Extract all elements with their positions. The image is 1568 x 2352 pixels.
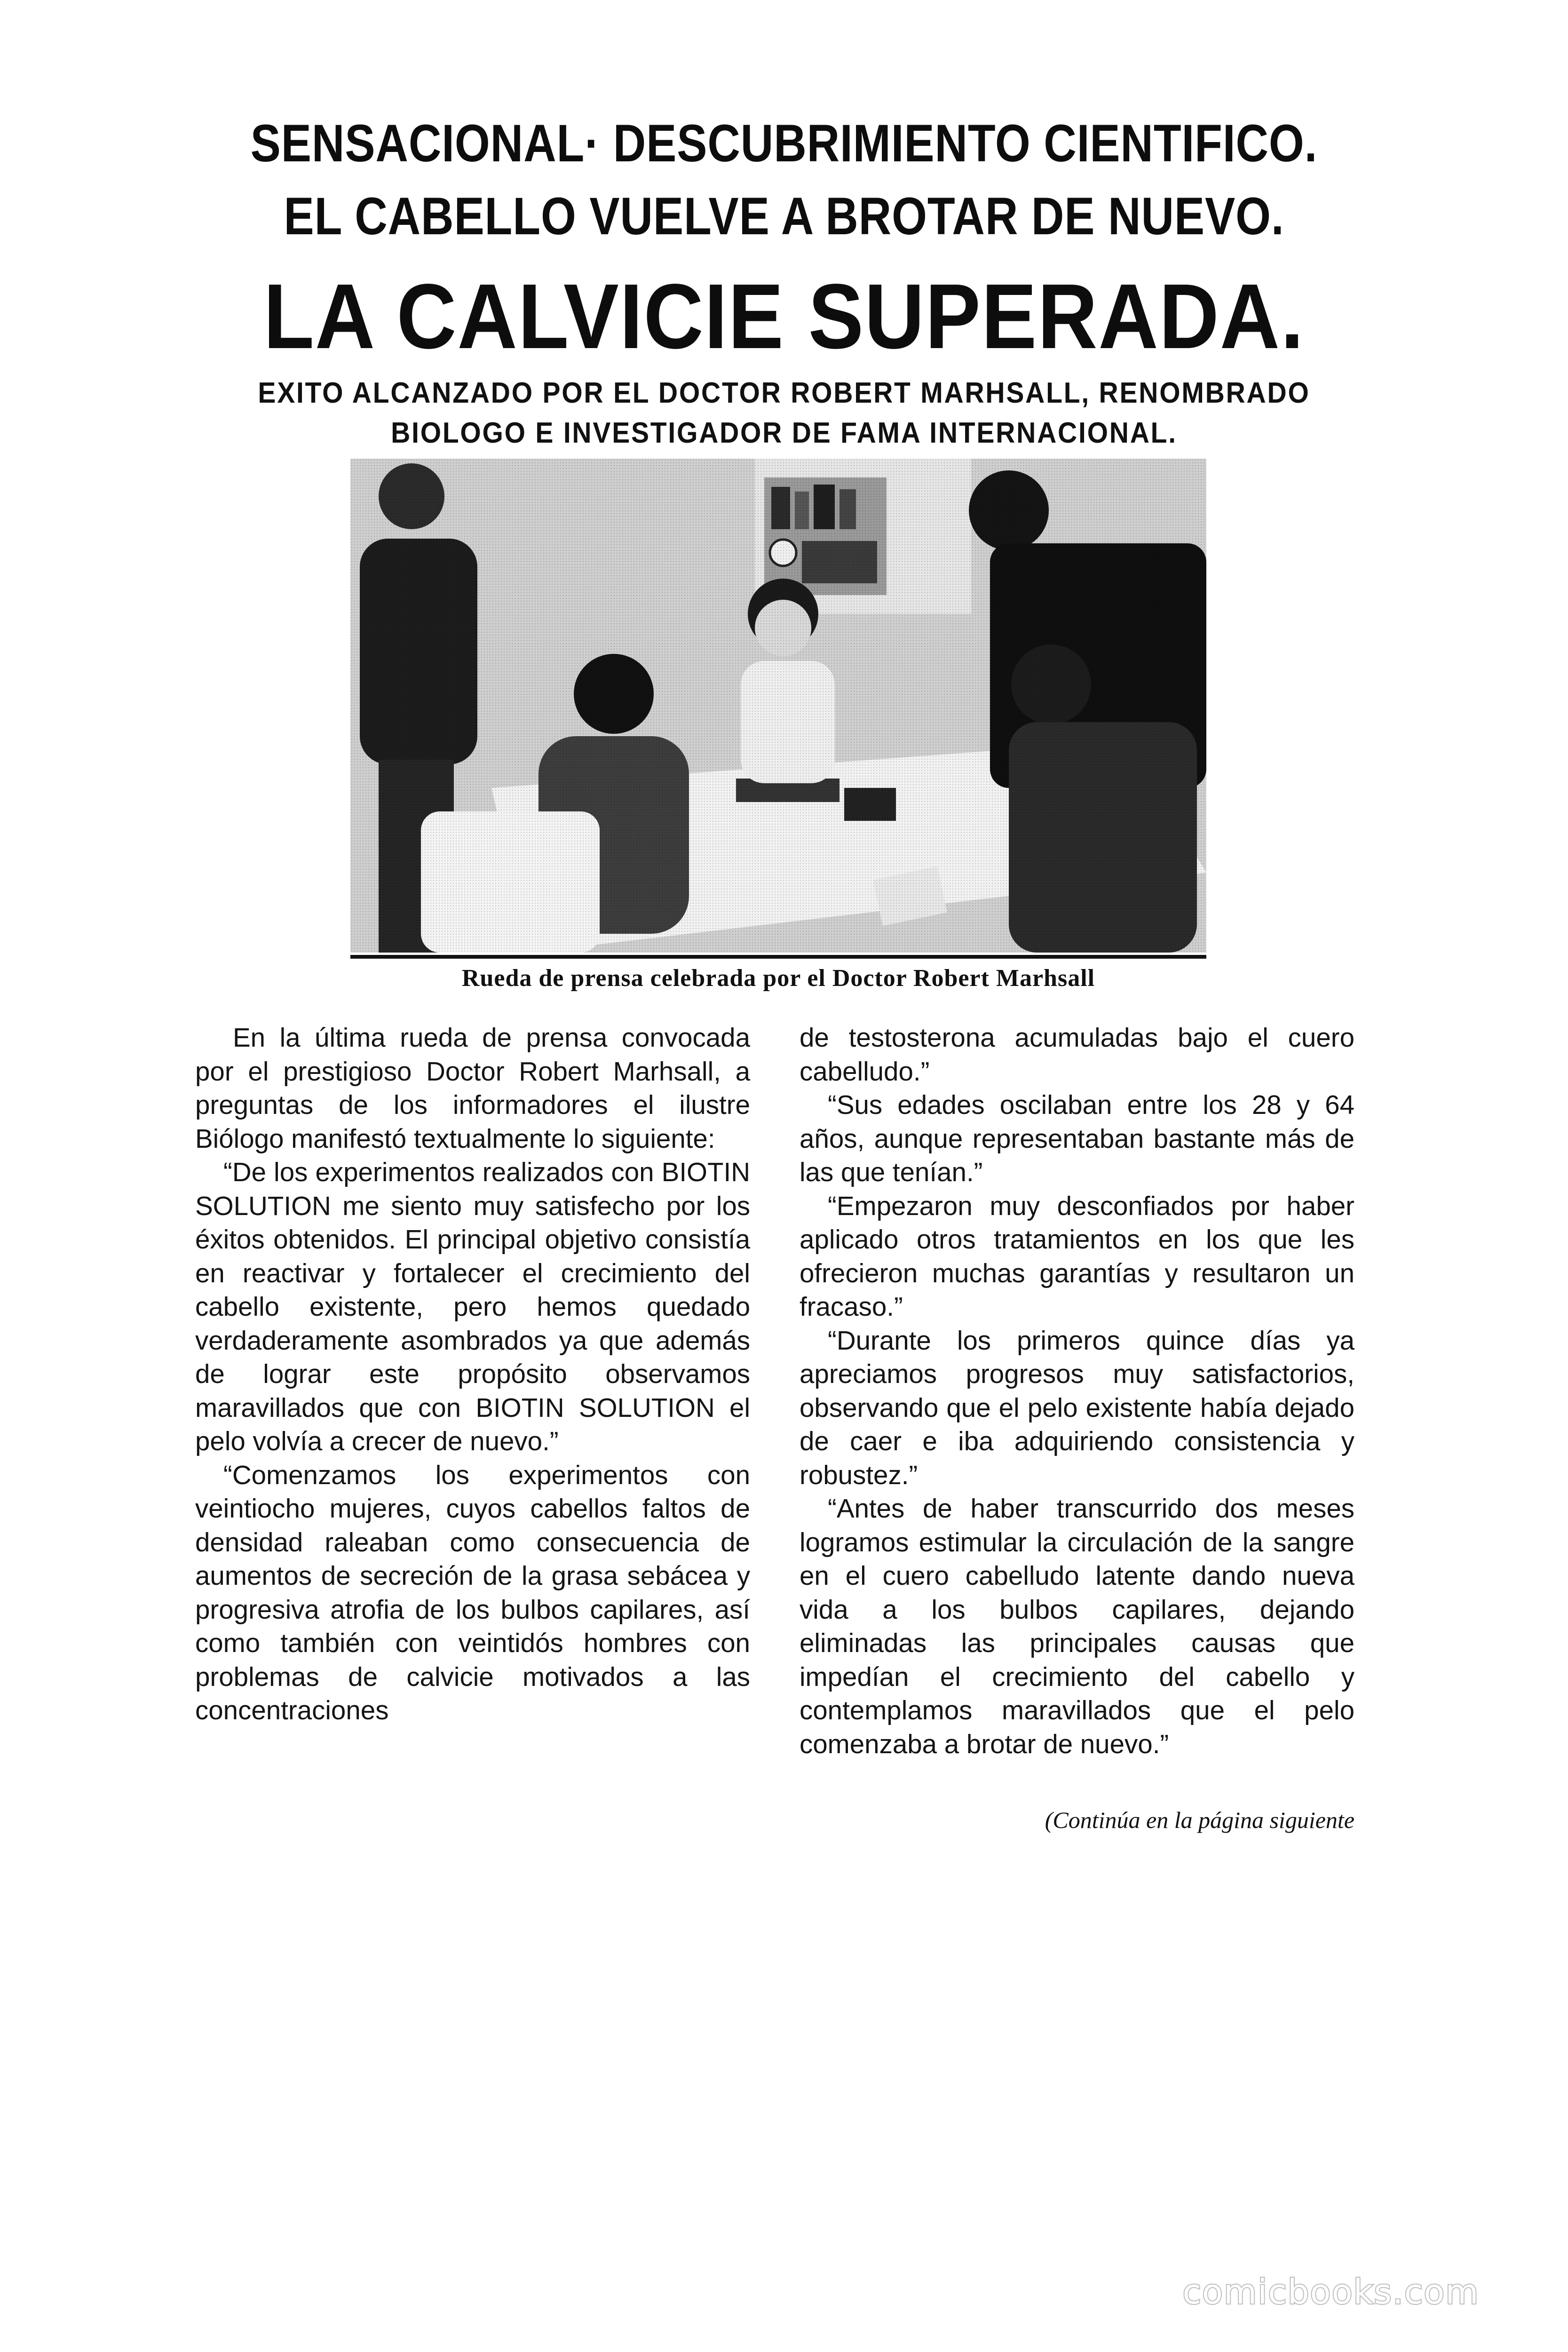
paragraph: “Empezaron muy desconfiados por haber aplicado otros tratamientos en los que les ofrecieron muchas garantías y resultaron un fracaso.” xyxy=(800,1191,1354,1321)
paragraph: “Sus edades oscilaban entre los 28 y 64 años, aunque representaban bastante más de las que tenían.” xyxy=(800,1090,1354,1187)
paragraph: “Durante los primeros quince días ya apreciamos progresos muy satisfactorios, observando que el pelo existente había dejado de caer e iba adquiriendo consistencia y robustez.” xyxy=(800,1325,1354,1490)
paragraph: “Comenzamos los experimentos con veintiocho mujeres, cuyos cabellos faltos de densidad raleaban como consecuencia de aumentos de secreción de la grasa sebácea y progresiva atrofia de los bulbos capilares, así como también con veintidós hombres con problemas de calvicie motivados a las concentraciones xyxy=(195,1460,750,1725)
paragraph: “De los experimentos realizados con BIOTIN SOLUTION me siento muy satisfecho por los éxitos obtenidos. El principal objetivo consistía en reactivar y fortalecer el crecimiento del cabello existente, pero hemos quedado verdaderamente asombrados ya que además de lograr este propósito observamos maravillados que con BIOTIN SOLUTION el pelo volvía a crecer de nuevo.” xyxy=(195,1157,750,1456)
headline-line-1: SENSACIONAL· DESCUBRIMIENTO CIENTIFICO. xyxy=(250,114,1318,173)
headline-main: LA CALVICIE SUPERADA. xyxy=(263,265,1305,368)
photo-caption: Rueda de prensa celebrada por el Doctor Robert Marhsall xyxy=(461,965,1095,992)
article-column-right xyxy=(800,1021,1354,1761)
caption-rule xyxy=(350,955,1206,959)
paragraph: En la última rueda de prensa convocada por el prestigioso Doctor Robert Marhsall, a preguntas de los informadores el ilustre Biólogo manifestó textualmente lo siguiente: xyxy=(195,1023,750,1153)
deck-line-1: EXITO ALCANZADO POR EL DOCTOR ROBERT MARHSALL, RENOMBRADO xyxy=(258,377,1310,409)
headline-line-2: EL CABELLO VUELVE A BROTAR DE NUEVO. xyxy=(284,187,1284,246)
article-column-left xyxy=(195,1021,750,1727)
paragraph: “Antes de haber transcurrido dos meses logramos estimular la circulación de la sangre en el cuero cabelludo latente dando nueva vida a los bulbos capilares, dejando eliminadas las principales causas que impedían el crecimiento del cabello y contemplamos maravillados que el pelo comenzaba a brotar de nuevo.” xyxy=(800,1494,1354,1759)
watermark: comicbooks.com xyxy=(1182,2272,1480,2312)
continued-note: (Continúa en la página siguiente xyxy=(1045,1807,1354,1833)
paragraph: de testosterona acumuladas bajo el cuero cabelludo.” xyxy=(800,1023,1354,1086)
deck-line-2: BIOLOGO E INVESTIGADOR DE FAMA INTERNACIONAL. xyxy=(391,417,1177,449)
press-conference-photo xyxy=(350,459,1206,953)
